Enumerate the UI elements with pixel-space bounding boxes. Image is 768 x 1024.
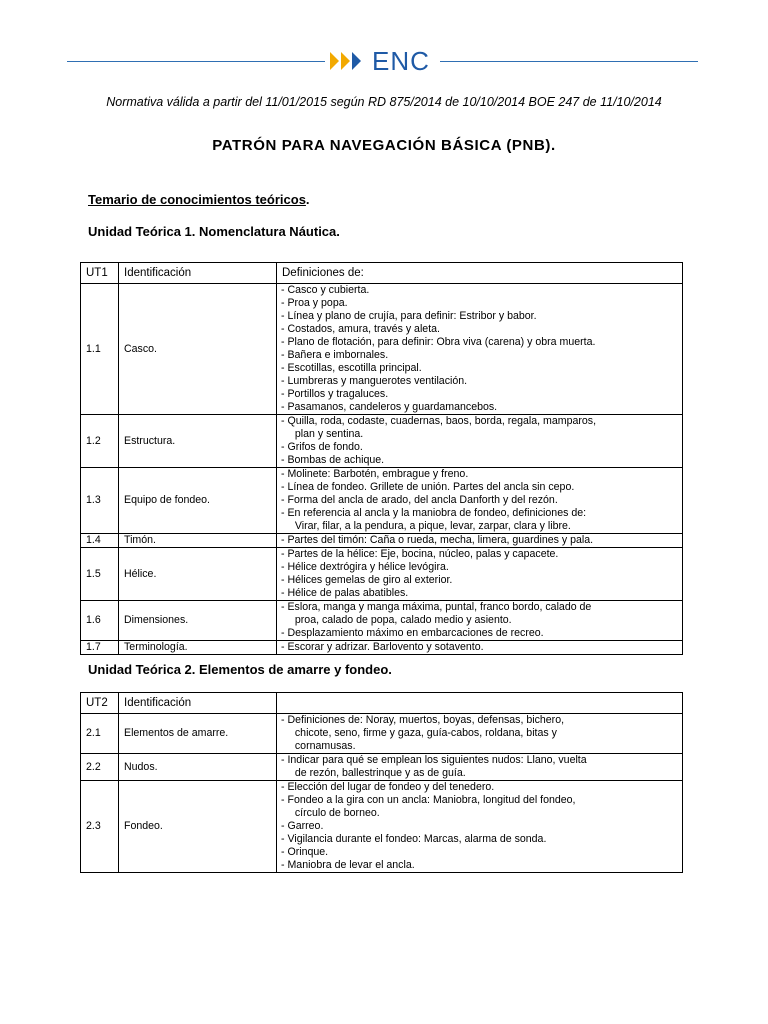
definition-item: - Maniobra de levar el ancla. <box>281 859 415 871</box>
definition-item: - Pasamanos, candeleros y guardamancebos. <box>281 401 498 413</box>
table-row <box>81 714 683 754</box>
unit2-header-cell <box>277 693 683 714</box>
unit1-header-cell: Identificación <box>119 263 277 284</box>
table-row <box>81 468 683 534</box>
row-identification: Terminología. <box>119 641 277 655</box>
definition-item: - Hélice de palas abatibles. <box>281 587 409 599</box>
logo-arrows-icon <box>330 50 368 72</box>
row-definitions <box>277 284 683 415</box>
unit2-header-cell: UT2 <box>81 693 119 714</box>
table-row <box>81 601 683 641</box>
definition-item: - Escotillas, escotilla principal. <box>281 362 422 374</box>
definition-item: - Casco y cubierta. <box>281 284 370 296</box>
row-number: 1.1 <box>81 284 119 415</box>
row-identification: Nudos. <box>119 754 277 781</box>
header-rule-left <box>67 61 325 62</box>
enc-logo <box>330 46 430 76</box>
definition-item: - Grifos de fondo. <box>281 441 363 453</box>
row-number: 1.3 <box>81 468 119 534</box>
row-number: 1.4 <box>81 534 119 548</box>
definition-item: - Partes del timón: Caña o rueda, mecha, limera, guardines y pala. <box>281 534 594 546</box>
definition-item: - Elección del lugar de fondeo y del tenedero. <box>281 781 495 793</box>
row-definitions <box>277 641 683 655</box>
unit1-heading: Unidad Teórica 1. Nomenclatura Náutica. <box>88 224 340 239</box>
table-row <box>81 415 683 468</box>
row-definitions <box>277 468 683 534</box>
table-row <box>81 284 683 415</box>
unit1-header-row <box>81 263 683 284</box>
definition-item: - Bombas de achique. <box>281 454 385 466</box>
row-identification: Timón. <box>119 534 277 548</box>
row-number: 1.7 <box>81 641 119 655</box>
temario-heading-suffix: . <box>305 192 310 207</box>
definition-item: - Desplazamiento máximo en embarcaciones de recreo. <box>281 627 544 639</box>
row-number: 1.2 <box>81 415 119 468</box>
table-row <box>81 548 683 601</box>
definition-item: - Línea de fondeo. Grillete de unión. Partes del ancla sin cepo. <box>281 481 575 493</box>
row-identification: Elementos de amarre. <box>119 714 277 754</box>
definition-item: - En referencia al ancla y la maniobra de fondeo, definiciones de: Virar, filar, a la pendura, a pique, levar, zarpar, clara y libre. <box>281 507 587 532</box>
definition-item: - Escorar y adrizar. Barlovento y sotavento. <box>281 641 484 653</box>
definition-item: - Hélices gemelas de giro al exterior. <box>281 574 453 586</box>
definition-item: - Hélice dextrógira y hélice levógira. <box>281 561 449 573</box>
row-definitions <box>277 781 683 873</box>
temario-heading-text: Temario de conocimientos teóricos <box>88 192 306 207</box>
unit2-header-cell: Identificación <box>119 693 277 714</box>
definition-item: - Garreo. <box>281 820 324 832</box>
definition-item: - Eslora, manga y manga máxima, puntal, franco bordo, calado de proa, calado de popa, calado medio y asiento. <box>281 601 592 626</box>
definition-item: - Partes de la hélice: Eje, bocina, núcleo, palas y capacete. <box>281 548 559 560</box>
row-definitions <box>277 548 683 601</box>
row-definitions <box>277 601 683 641</box>
row-identification: Hélice. <box>119 548 277 601</box>
row-identification: Estructura. <box>119 415 277 468</box>
row-definitions <box>277 415 683 468</box>
row-definitions <box>277 534 683 548</box>
row-number: 2.1 <box>81 714 119 754</box>
row-identification: Fondeo. <box>119 781 277 873</box>
header-rule-right <box>440 61 698 62</box>
table-row <box>81 641 683 655</box>
page-title: PATRÓN PARA NAVEGACIÓN BÁSICA (PNB). <box>212 137 556 154</box>
unit2-table <box>80 692 683 873</box>
definition-item: - Fondeo a la gira con un ancla: Maniobra, longitud del fondeo, círculo de borneo. <box>281 794 576 819</box>
table-row <box>81 534 683 548</box>
unit1-header-cell: Definiciones de: <box>277 263 683 284</box>
table-row <box>81 781 683 873</box>
definition-item: - Indicar para qué se emplean los siguientes nudos: Llano, vuelta de rezón, ballestrinque y as de guía. <box>281 754 587 779</box>
row-number: 2.2 <box>81 754 119 781</box>
definition-item: - Portillos y tragaluces. <box>281 388 389 400</box>
definition-item: - Línea y plano de crujía, para definir: Estribor y babor. <box>281 310 537 322</box>
unit1-header-cell: UT1 <box>81 263 119 284</box>
temario-heading <box>88 192 310 207</box>
definition-item: - Vigilancia durante el fondeo: Marcas, alarma de sonda. <box>281 833 547 845</box>
definition-item: - Costados, amura, través y aleta. <box>281 323 440 335</box>
row-identification: Dimensiones. <box>119 601 277 641</box>
normativa-note: Normativa válida a partir del 11/01/2015 según RD 875/2014 de 10/10/2014 BOE 247 de 11/10/2014 <box>106 95 662 109</box>
unit2-heading: Unidad Teórica 2. Elementos de amarre y fondeo. <box>88 662 392 677</box>
row-number: 1.5 <box>81 548 119 601</box>
row-identification: Casco. <box>119 284 277 415</box>
row-number: 2.3 <box>81 781 119 873</box>
definition-item: - Molinete: Barbotén, embrague y freno. <box>281 468 469 480</box>
definition-item: - Orinque. <box>281 846 329 858</box>
row-definitions <box>277 714 683 754</box>
definition-item: - Plano de flotación, para definir: Obra viva (carena) y obra muerta. <box>281 336 596 348</box>
table-row <box>81 754 683 781</box>
definition-item: - Proa y popa. <box>281 297 348 309</box>
logo-text: ENC <box>372 46 430 76</box>
definition-item: - Quilla, roda, codaste, cuadernas, baos, borda, regala, mamparos, plan y sentina. <box>281 415 597 440</box>
row-definitions <box>277 754 683 781</box>
unit2-header-row <box>81 693 683 714</box>
definition-item: - Definiciones de: Noray, muertos, boyas, defensas, bichero, chicote, seno, firme y gaza, guía-cabos, roldana, bitas y cornamusas. <box>281 714 565 752</box>
definition-item: - Bañera e imbornales. <box>281 349 389 361</box>
row-number: 1.6 <box>81 601 119 641</box>
definition-item: - Lumbreras y manguerotes ventilación. <box>281 375 468 387</box>
row-identification: Equipo de fondeo. <box>119 468 277 534</box>
definition-item: - Forma del ancla de arado, del ancla Danforth y del rezón. <box>281 494 558 506</box>
unit1-table <box>80 262 683 655</box>
